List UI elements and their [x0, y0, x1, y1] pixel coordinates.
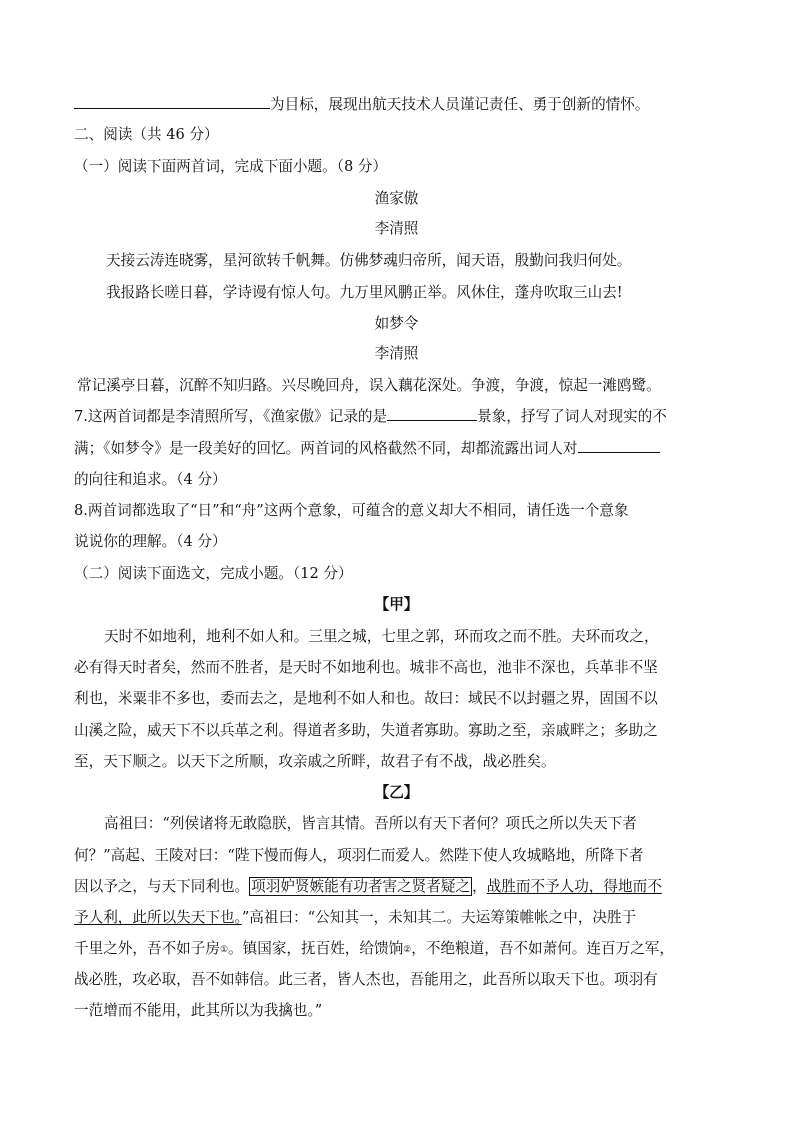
- footnote-marker: ①: [219, 945, 229, 955]
- poem1-author: 李清照: [374, 220, 419, 237]
- poem2-line: 常记溪亭日暮，沉醉不知归路。兴尽晚回舟，误入藕花深处。争渡，争渡，惊起一滩鸥鹭。: [77, 377, 661, 394]
- boxed-sentence: 项羽妒贤嫉能有功者害之贤者疑之: [251, 878, 471, 895]
- passage-yi-line: 一范增而不能用，此其所以为我擒也。”: [74, 1002, 323, 1019]
- passage-jia-line: 天时不如地利，地利不如人和。三里之城，七里之郭，环而攻之而不胜。夫环而攻之，: [104, 628, 659, 645]
- answer-blank[interactable]: [387, 406, 477, 421]
- yi-text: ”高祖曰：“公知其一，未知其二。夫运筹策帷帐之中，决胜于: [241, 909, 637, 926]
- underlined-sentence: 战胜而不予人功，得地而不: [486, 878, 662, 895]
- question-7: [74, 406, 667, 428]
- q7-text: 7.这两首词都是李清照所写，《渔家傲》记录的是: [74, 408, 388, 425]
- answer-blank[interactable]: [578, 438, 660, 453]
- poem1-line: 我报路长嗟日暮，学诗谩有惊人句。九万里风鹏正举。风休住，蓬舟吹取三山去!: [106, 284, 623, 301]
- passage-yi-line: 战必胜，攻必取，吾不如韩信。此三者，皆人杰也，吾能用之，此吾所以取天下也。项羽有: [74, 971, 658, 988]
- passage-yi-line: 高祖曰：“列侯诸将无敢隐朕，皆言其情。吾所以有天下者何？项氏之所以失天下者: [104, 815, 637, 832]
- answer-blank[interactable]: [74, 94, 270, 109]
- passage-yi-line: [74, 876, 662, 898]
- poem1-title: 渔家傲: [374, 190, 419, 207]
- fill-blank-line: [74, 94, 649, 116]
- part1-heading: （一）阅读下面两首词，完成下面小题。（8 分）: [74, 158, 388, 175]
- question-7: 的向往和追求。（4 分）: [74, 471, 227, 488]
- yi-text: 因以予之，与天下同利也。: [74, 878, 250, 895]
- passage-yi-line: 何？”高起、王陵对曰：“陛下慢而侮人，项羽仁而爱人。然陛下使人攻城略地，所降下者: [74, 847, 644, 864]
- passage-yi-title: 【乙】: [374, 784, 419, 801]
- poem2-author: 李清照: [374, 345, 419, 362]
- poem1-line: 天接云涛连晓雾，星河欲转千帆舞。仿佛梦魂归帝所，闻天语，殷勤问我归何处。: [106, 252, 632, 269]
- yi-text: 千里之外，吾不如子房: [74, 940, 220, 957]
- q7-text: 满；《如梦令》是一段美好的回忆。两首词的风格截然不同，却都流露出词人对: [74, 440, 578, 457]
- part2-heading: （二）阅读下面选文，完成小题。（12 分）: [74, 565, 353, 582]
- yi-text: ，不绝粮道，吾不如萧何。连百万之军，: [411, 940, 674, 957]
- passage-yi-line: [74, 907, 636, 929]
- passage-jia-line: 必有得天时者矣，然而不胜者，是天时不如地利也。城非不高也，池非不深也，兵革非不坚: [74, 659, 658, 676]
- question-8: 说说你的理解。（4 分）: [74, 533, 227, 550]
- yi-text: ，: [472, 878, 487, 895]
- footnote-marker: ②: [403, 945, 412, 955]
- q7-text: 景象，抒写了词人对现实的不: [477, 408, 667, 425]
- passage-jia-line: 利也，米粟非不多也，委而去之，是地利不如人和也。故曰：域民不以封疆之界，固国不以: [74, 690, 658, 707]
- poem2-title: 如梦令: [374, 315, 419, 332]
- question-8: 8.两首词都选取了“日”和“舟”这两个意象，可蕴含的意义却大不相同，请任选一个意象: [74, 502, 629, 519]
- underlined-sentence: 予人利，此所以失天下也。: [74, 909, 242, 926]
- passage-jia-title: 【甲】: [374, 596, 419, 613]
- passage-jia-line: 至，天下顺之。以天下之所顺，攻亲戚之所畔，故君子有不战，战必胜矣。: [74, 753, 556, 770]
- section-heading: 二、阅读（共 46 分）: [74, 126, 219, 143]
- line-text: 为目标，展现出航天技术人员谨记责任、勇于创新的情怀。: [270, 96, 650, 113]
- yi-text: 。镇国家，抚百姓，给馈饷: [228, 940, 404, 957]
- passage-jia-line: 山溪之险，威天下不以兵革之利。得道者多助，失道者寡助。寡助之至，亲戚畔之；多助之: [74, 722, 658, 739]
- question-7: [74, 438, 660, 460]
- passage-yi-line: [74, 938, 674, 961]
